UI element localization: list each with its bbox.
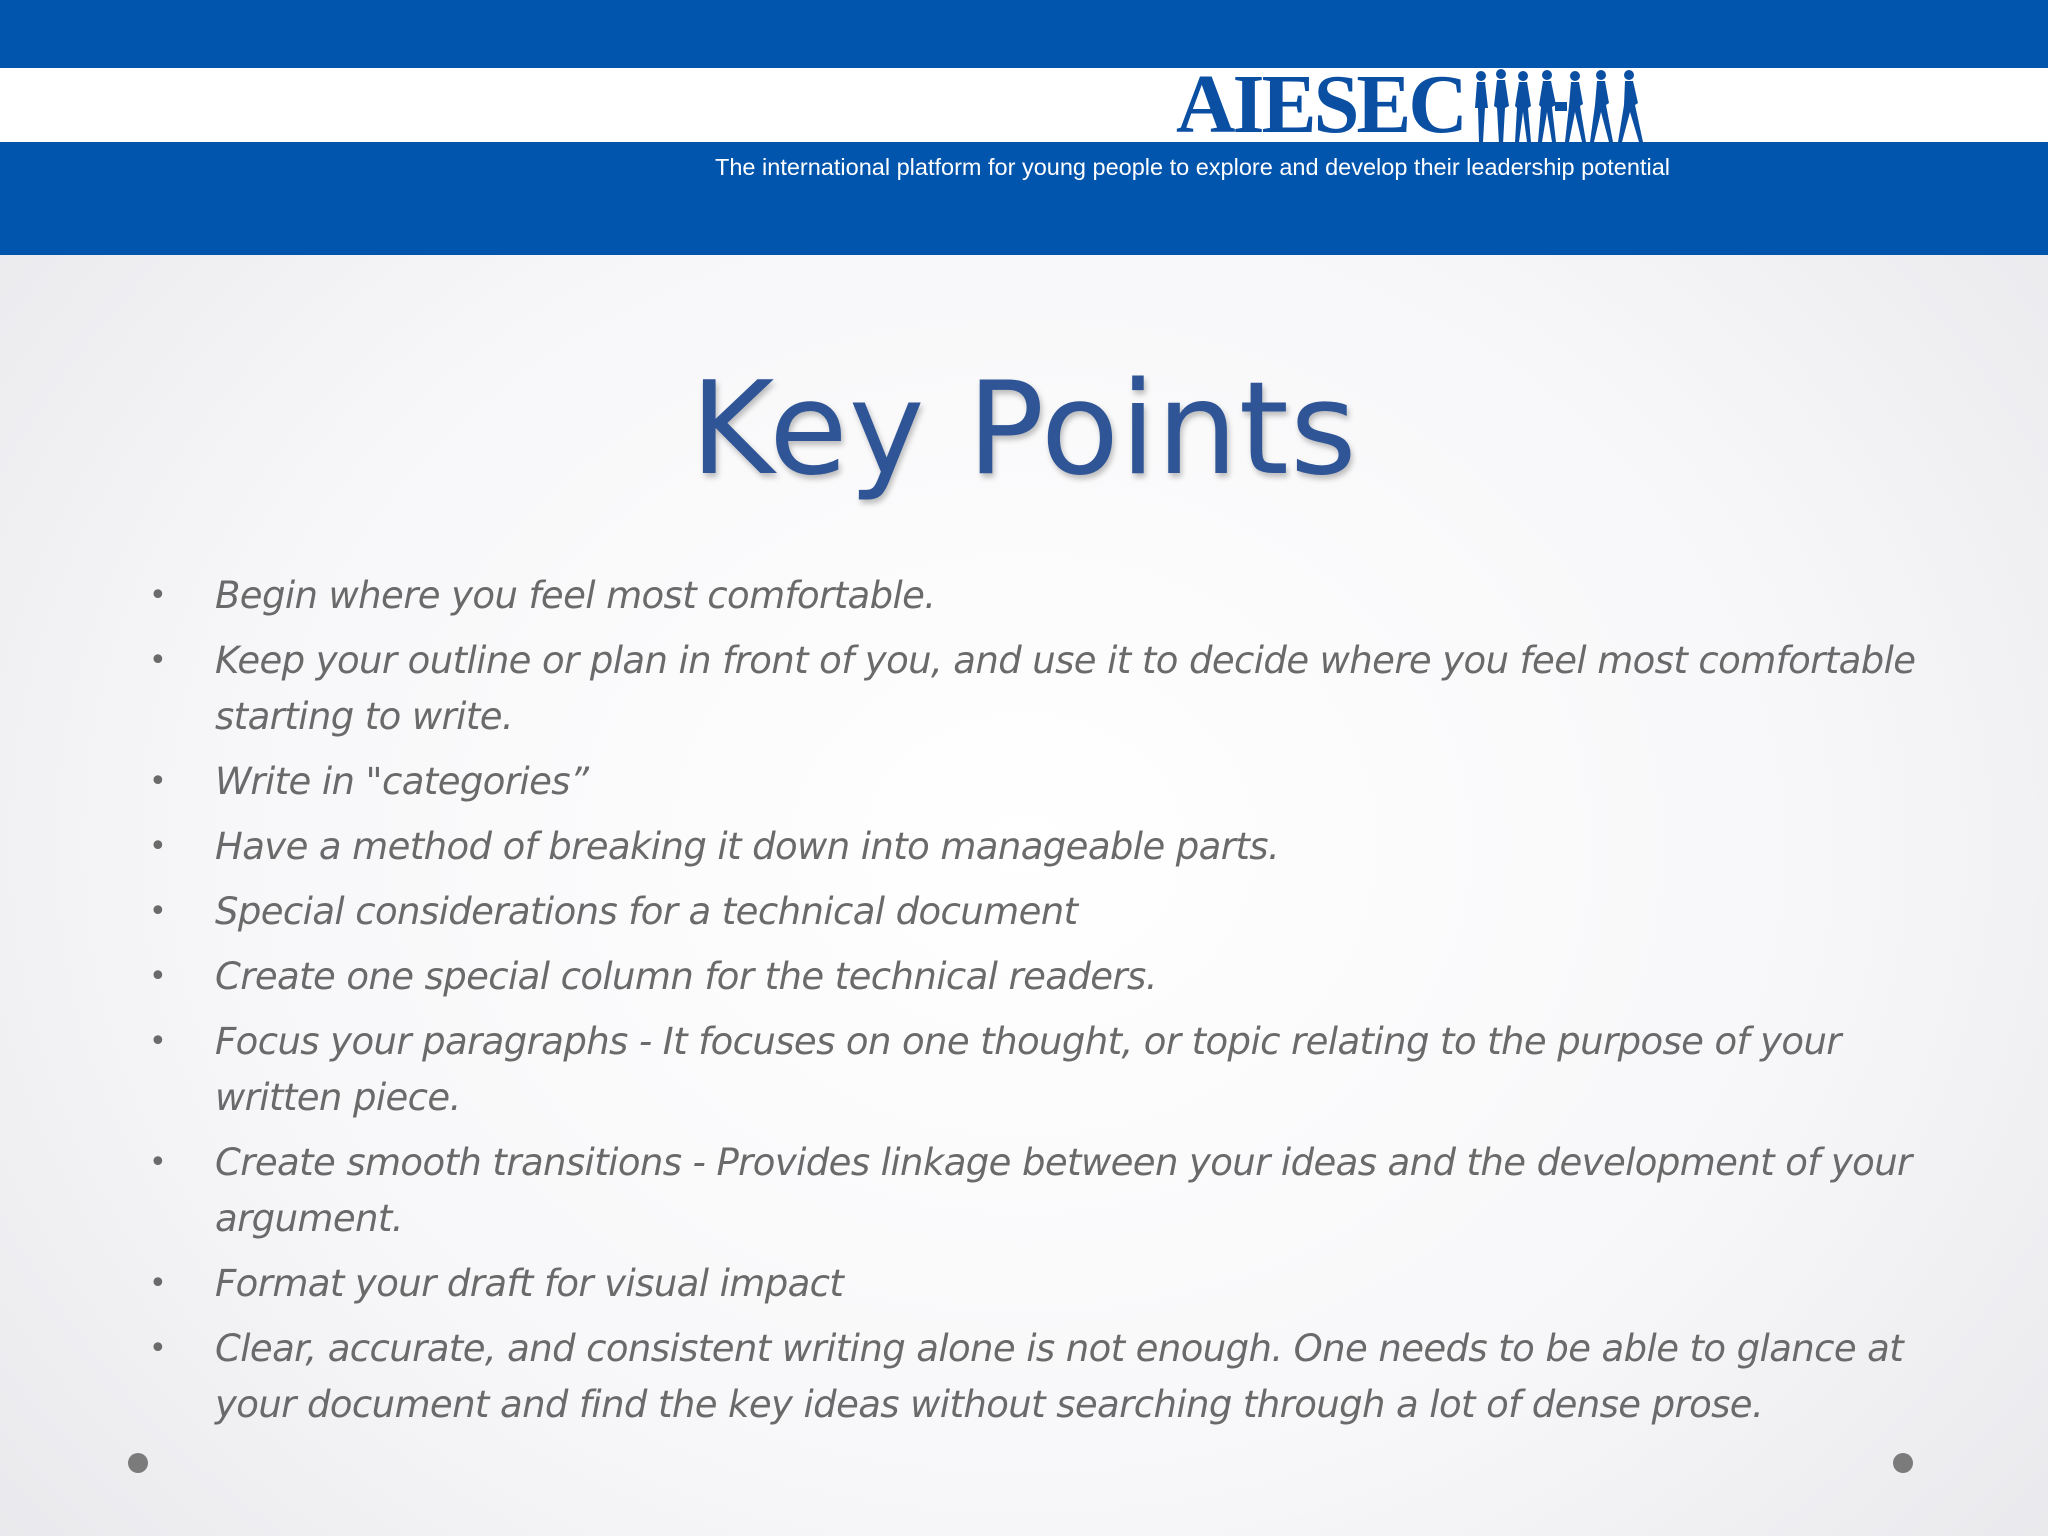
logo-wordmark: AIESEC: [1176, 58, 1465, 151]
bullet-item: [145, 754, 1925, 810]
bullet-text: Format your draft for visual impact: [215, 1262, 844, 1305]
bullet-item: [145, 1014, 1925, 1126]
bullet-dot: •: [149, 764, 167, 799]
bullet-item: [145, 633, 1925, 745]
bullet-item: [145, 568, 1925, 624]
bullet-item: [145, 1256, 1925, 1312]
bullet-dot: •: [149, 1266, 167, 1301]
bullet-text: Have a method of breaking it down into manageable parts.: [215, 825, 1280, 868]
bullet-dot: •: [149, 829, 167, 864]
bullet-text: Special considerations for a technical document: [215, 890, 1078, 933]
bullet-dot: •: [149, 1145, 167, 1180]
header-tagline: The international platform for young people to explore and develop their leadership potential: [715, 154, 1670, 180]
bullet-text: Write in "categories”: [215, 760, 589, 803]
bullet-item: [145, 884, 1925, 940]
bullet-text: Create smooth transitions - Provides linkage between your ideas and the development of your argument.: [215, 1141, 1912, 1240]
slide-title: Key Points: [690, 355, 1358, 504]
aiesec-logo: [1176, 58, 1646, 151]
walking-people-icon: [1471, 68, 1646, 146]
bullet-dot: •: [149, 959, 167, 994]
bullet-dot: •: [149, 1331, 167, 1366]
corner-dot-right: [1893, 1453, 1913, 1473]
bullet-dot: •: [149, 643, 167, 678]
bullet-text: Clear, accurate, and consistent writing alone is not enough. One needs to be able to glance at your document and find the key ideas without searching through a lot of dense prose.: [215, 1327, 1904, 1426]
bullet-text: Create one special column for the technical readers.: [215, 955, 1157, 998]
corner-dot-left: [128, 1453, 148, 1473]
bullet-text: Begin where you feel most comfortable.: [215, 574, 936, 617]
bullet-list: [145, 568, 1925, 1442]
bullet-item: [145, 1321, 1925, 1433]
bullet-item: [145, 819, 1925, 875]
bullet-dot: •: [149, 894, 167, 929]
header-white-stripe: [0, 68, 2048, 142]
bullet-dot: •: [149, 578, 167, 613]
bullet-text: Focus your paragraphs - It focuses on one thought, or topic relating to the purpose of your written piece.: [215, 1020, 1841, 1119]
bullet-text: Keep your outline or plan in front of you, and use it to decide where you feel most comfortable starting to write.: [215, 639, 1916, 738]
bullet-item: [145, 949, 1925, 1005]
bullet-item: [145, 1135, 1925, 1247]
bullet-dot: •: [149, 1024, 167, 1059]
